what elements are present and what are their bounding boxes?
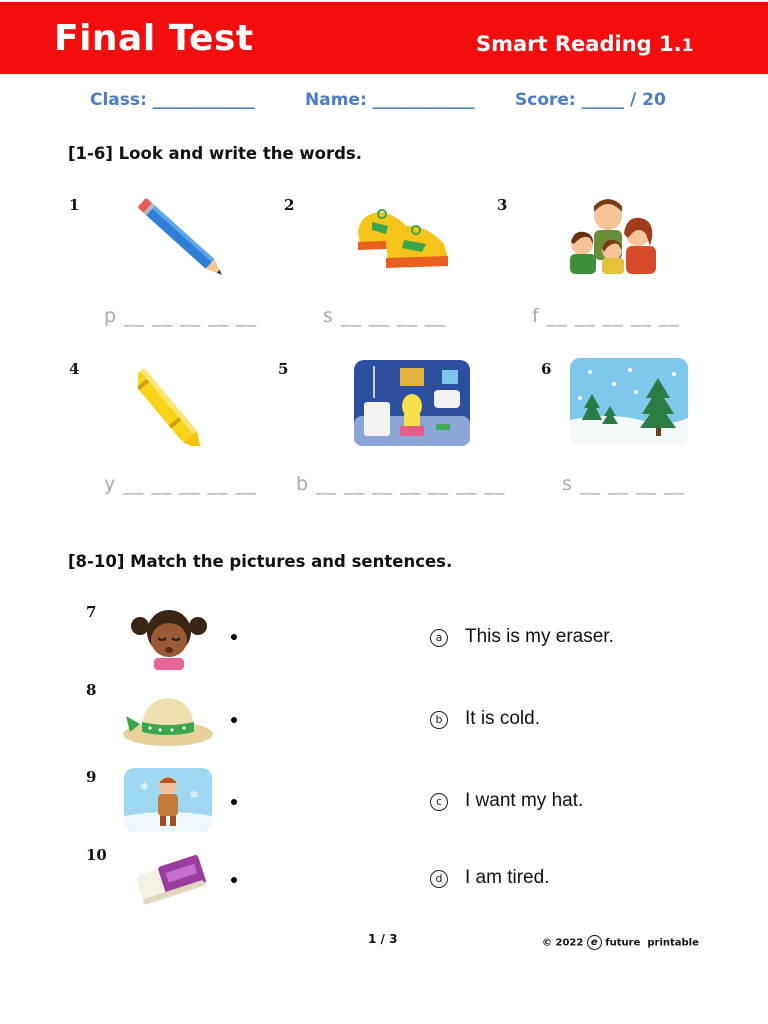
question-number: 7 xyxy=(86,603,97,621)
option-marker[interactable]: b xyxy=(430,711,448,729)
tired-girl-icon xyxy=(124,602,214,670)
question-number: 1 xyxy=(69,196,80,214)
answer-blank[interactable]: y __ __ __ __ __ xyxy=(104,473,257,495)
crayon-icon xyxy=(138,362,220,446)
answer-blank[interactable]: p __ __ __ __ __ xyxy=(104,305,258,327)
match-dot[interactable] xyxy=(231,877,237,883)
bathroom-icon xyxy=(354,360,470,446)
book-title: Smart Reading 1.1 xyxy=(476,32,694,56)
question-number: 8 xyxy=(86,681,97,699)
page-number: 1 / 3 xyxy=(368,932,398,946)
svg-text:✻: ✻ xyxy=(190,790,199,801)
answer-blank[interactable]: s __ __ __ __ xyxy=(562,473,686,495)
match-dot[interactable] xyxy=(231,799,237,805)
family-icon xyxy=(566,194,664,276)
eraser-icon xyxy=(128,850,212,910)
copyright: © 2022 e future printable xyxy=(542,937,699,949)
option-marker[interactable]: d xyxy=(430,870,448,888)
sun-hat-icon xyxy=(120,682,216,754)
section2-heading: [8-10] Match the pictures and sentences. xyxy=(68,552,453,571)
page-title: Final Test xyxy=(54,18,254,59)
match-dot[interactable] xyxy=(231,634,237,640)
answer-blank[interactable]: b __ __ __ __ __ __ __ xyxy=(296,473,506,495)
section1-heading: [1-6] Look and write the words. xyxy=(68,144,363,163)
header-banner xyxy=(0,2,768,74)
svg-text:✻: ✻ xyxy=(140,782,149,793)
option-marker[interactable]: c xyxy=(430,793,448,811)
option-sentence: This is my eraser. xyxy=(465,626,614,647)
answer-blank[interactable]: s __ __ __ __ xyxy=(323,305,447,327)
option-sentence: I want my hat. xyxy=(465,790,584,811)
answer-blank[interactable]: f __ __ __ __ __ xyxy=(532,305,680,327)
snow-scene-icon xyxy=(570,358,688,444)
option-sentence: It is cold. xyxy=(465,708,540,729)
sneakers-icon xyxy=(352,200,452,278)
class-field: Class: ____________ xyxy=(90,90,255,110)
question-number: 4 xyxy=(69,360,80,378)
brand-logo-icon: e xyxy=(587,935,602,950)
question-number: 10 xyxy=(86,846,107,864)
option-marker[interactable]: a xyxy=(430,629,448,647)
pencil-icon xyxy=(138,195,233,275)
question-number: 2 xyxy=(284,196,295,214)
cold-boy-icon xyxy=(124,768,212,832)
match-dot[interactable] xyxy=(231,717,237,723)
question-number: 9 xyxy=(86,768,97,786)
name-field: Name: ____________ xyxy=(305,90,475,110)
question-number: 5 xyxy=(278,360,289,378)
score-field: Score: _____ / 20 xyxy=(515,90,666,110)
question-number: 3 xyxy=(497,196,508,214)
question-number: 6 xyxy=(541,360,552,378)
option-sentence: I am tired. xyxy=(465,867,550,888)
